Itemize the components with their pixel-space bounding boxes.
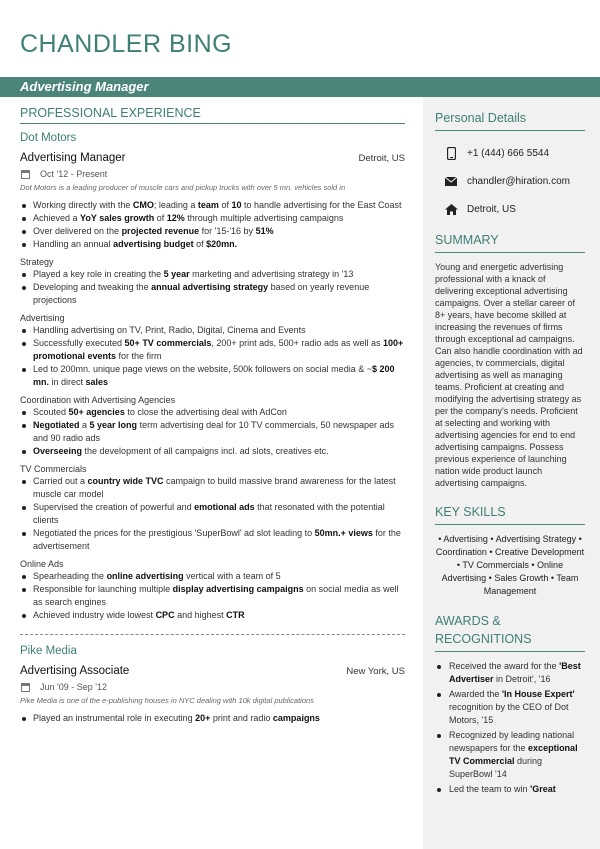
list-item: Received the award for the 'Best Advertiser in Detroit', '16 bbox=[435, 660, 585, 686]
list-item: Negotiated the prices for the prestigious 'SuperBowl' ad slot leading to 50mn.+ views for the advertisement bbox=[20, 527, 405, 553]
role-row bbox=[20, 152, 405, 164]
summary-text: Young and energetic advertising professional with a knack of delivering exceptional advertising campaigns. Over a stellar career of 8+ years, have become skilled at increasing the revenues of firms through exceptional ad campaigns. Can also handle coordination with ad agencies, tv commercials, digital advertising as well as managing teams. Proficient at creating and modifying the advertising strategy as per the company's needs. Proficient at selecting and working with advertising agencies for end to end advertising campaigns. Possess previous experience of launching nation wide product launch advertising campaigns. bbox=[435, 262, 583, 488]
role-row bbox=[20, 665, 405, 677]
calendar-icon bbox=[21, 170, 30, 179]
phone-icon bbox=[435, 147, 467, 160]
bullet-list bbox=[20, 570, 405, 622]
company-name: Pike Media bbox=[20, 645, 77, 657]
phone-row bbox=[435, 139, 585, 167]
list-item: Scouted 50+ agencies to close the advertising deal with AdCon bbox=[20, 406, 405, 419]
role-title: Advertising Manager bbox=[20, 152, 126, 164]
bullet-list bbox=[20, 268, 405, 307]
job-title-bar bbox=[0, 77, 600, 97]
list-item: Negotiated a 5 year long term advertising deal for 10 TV commercials, 50 newspaper ads and 90 radio ads bbox=[20, 419, 405, 445]
job-title: Advertising Manager bbox=[20, 79, 149, 94]
list-item: Overseeing the development of all campaigns incl. ad slots, creatives etc. bbox=[20, 445, 405, 458]
calendar-icon bbox=[21, 683, 30, 692]
list-item: Played a key role in creating the 5 year marketing and advertising strategy in '13 bbox=[20, 268, 405, 281]
date-row bbox=[20, 169, 405, 179]
list-item: Supervised the creation of powerful and emotional ads that resonated with the potential clients bbox=[20, 501, 405, 527]
role-location: New York, US bbox=[346, 666, 405, 677]
list-item: Achieved industry wide lowest CPC and highest CTR bbox=[20, 609, 405, 622]
list-item: Played an instrumental role in executing 20+ print and radio campaigns bbox=[20, 712, 405, 725]
list-item: Awarded the 'In House Expert' recognition by the CEO of Dot Motors, '15 bbox=[435, 688, 585, 727]
candidate-name: CHANDLER BING bbox=[20, 30, 233, 58]
list-item: Successfully executed 50+ TV commercials, 200+ print ads, 500+ radio ads as well as 100+ promotional events for the firm bbox=[20, 337, 405, 363]
summary-heading: SUMMARY bbox=[435, 231, 585, 253]
sidebar-column bbox=[435, 109, 585, 798]
email-address: chandler@hiration.com bbox=[467, 175, 570, 187]
bullet-list bbox=[20, 475, 405, 553]
phone-number: +1 (444) 666 5544 bbox=[467, 147, 550, 159]
key-skills-text: • Advertising • Advertising Strategy • Coordination • Creative Development • TV Commercials • Online Advertising • Sales Growth • Team Management bbox=[435, 534, 585, 596]
subsection-heading: Coordination with Advertising Agencies bbox=[20, 395, 176, 405]
personal-details-heading: Personal Details bbox=[435, 109, 585, 131]
list-item: Handling an annual advertising budget of $20mn. bbox=[20, 238, 405, 251]
subsection-heading: Online Ads bbox=[20, 559, 64, 569]
bullet-list bbox=[20, 406, 405, 458]
home-location: Detroit, US bbox=[467, 203, 516, 215]
email-row bbox=[435, 167, 585, 195]
bullet-list bbox=[20, 324, 405, 389]
company-name: Dot Motors bbox=[20, 132, 77, 144]
list-item: Recognized by leading national newspapers for the exceptional TV Commercial during SuperBowl '14 bbox=[435, 729, 585, 781]
list-item: Developing and tweaking the annual advertising strategy based on yearly revenue projections bbox=[20, 281, 405, 307]
list-item: Spearheading the online advertising vertical with a team of 5 bbox=[20, 570, 405, 583]
experience-column bbox=[20, 106, 405, 725]
list-item: Led the team to win 'Great bbox=[435, 783, 585, 796]
list-item: Handling advertising on TV, Print, Radio, Digital, Cinema and Events bbox=[20, 324, 405, 337]
role-dates: Oct '12 - Present bbox=[40, 169, 108, 179]
list-item: Led to 200mn. unique page views on the website, 500k followers on social media & ~$ 200 mn. in direct sales bbox=[20, 363, 405, 389]
location-row bbox=[435, 195, 585, 223]
section-divider bbox=[20, 634, 405, 635]
experience-heading: PROFESSIONAL EXPERIENCE bbox=[20, 106, 405, 124]
company-description: Dot Motors is a leading producer of muscle cars and pickup trucks with over 5 mn. vehicles sold in bbox=[20, 183, 346, 192]
subsection-heading: Strategy bbox=[20, 257, 54, 267]
role-title: Advertising Associate bbox=[20, 665, 130, 677]
role-location: Detroit, US bbox=[358, 153, 405, 164]
home-icon bbox=[435, 204, 467, 215]
key-skills-heading: KEY SKILLS bbox=[435, 503, 585, 525]
list-item: Over delivered on the projected revenue for '15-'16 by 51% bbox=[20, 225, 405, 238]
bullet-list bbox=[20, 199, 405, 251]
subsection-heading: TV Commercials bbox=[20, 464, 87, 474]
role-dates: Jun '09 - Sep '12 bbox=[40, 682, 107, 692]
list-item: Working directly with the CMO; leading a team of 10 to handle advertising for the East Coast bbox=[20, 199, 405, 212]
awards-heading: AWARDS & RECOGNITIONS bbox=[435, 612, 585, 652]
email-icon bbox=[435, 177, 467, 186]
date-row bbox=[20, 682, 405, 692]
company-description: Pike Media is one of the e-publishing houses in NYC dealing with 10k digital publications bbox=[20, 696, 314, 705]
list-item: Achieved a YoY sales growth of 12% through multiple advertising campaigns bbox=[20, 212, 405, 225]
list-item: Responsible for launching multiple display advertising campaigns on social media as well as search engines bbox=[20, 583, 405, 609]
list-item: Carried out a country wide TVC campaign to build massive brand awareness for the latest muscle car model bbox=[20, 475, 405, 501]
bullet-list bbox=[20, 712, 405, 725]
subsection-heading: Advertising bbox=[20, 313, 65, 323]
awards-list bbox=[435, 660, 585, 796]
